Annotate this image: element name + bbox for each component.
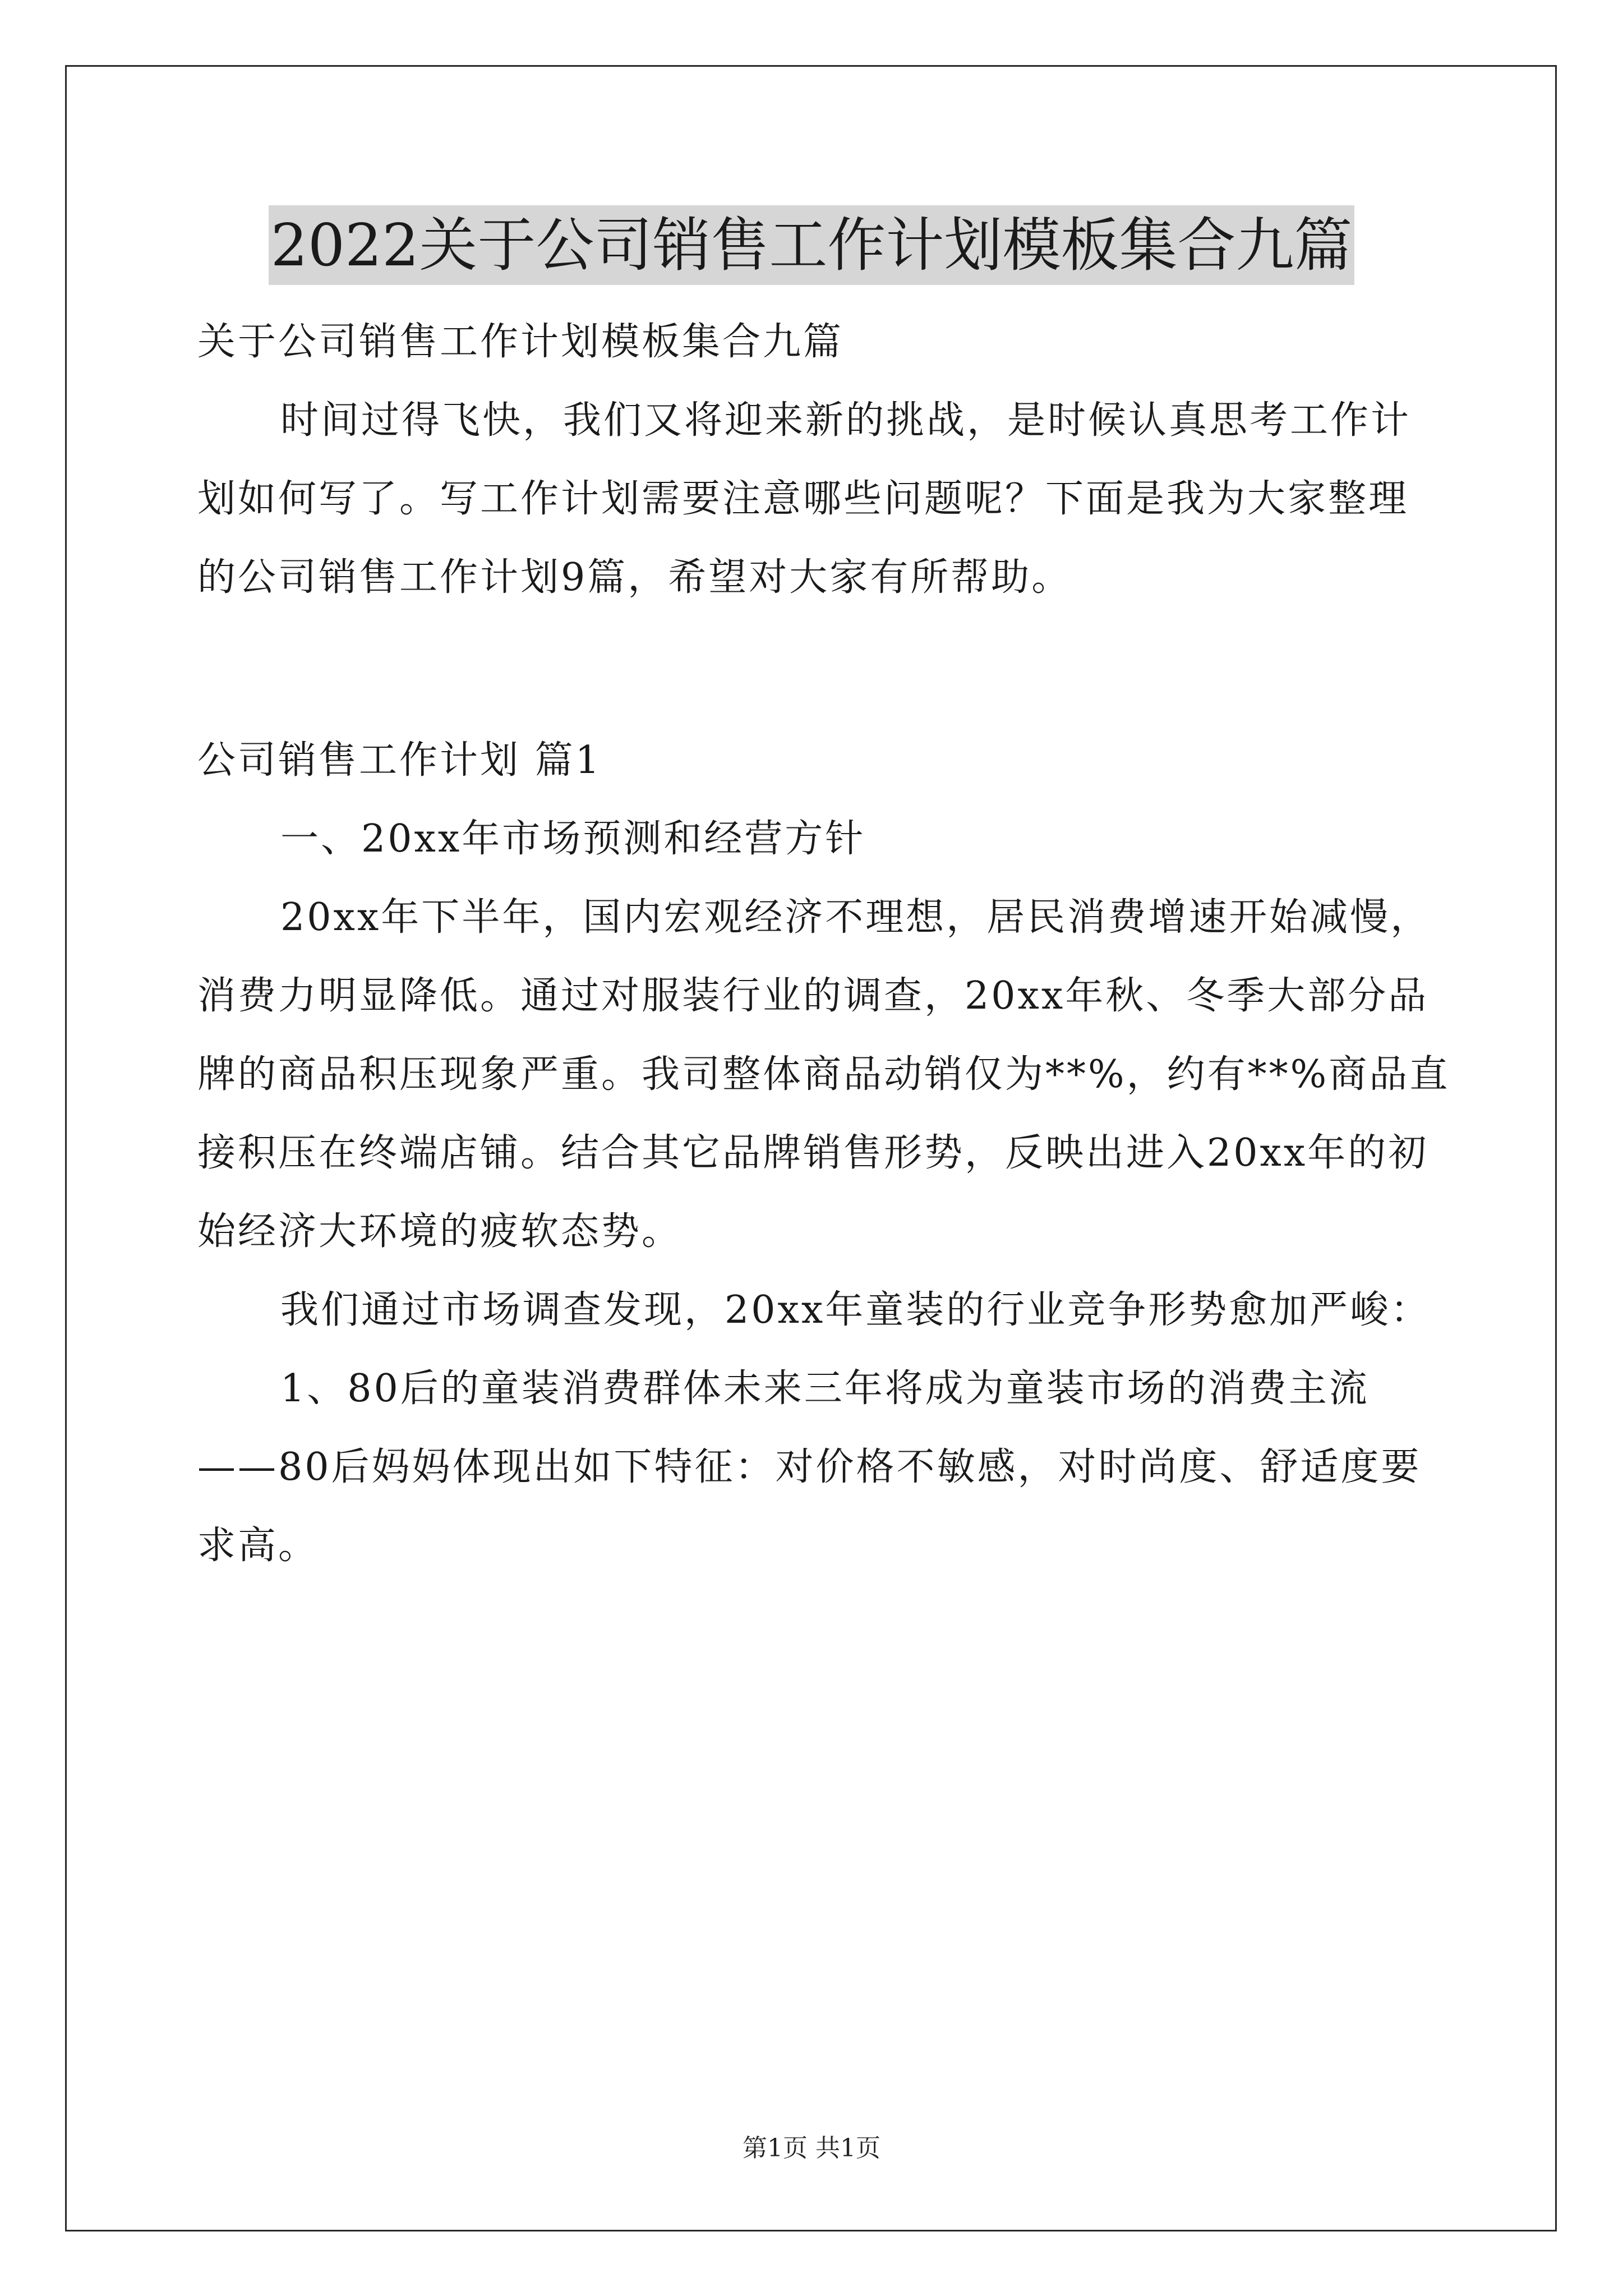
document-title: 2022关于公司销售工作计划模板集合九篇 (269, 205, 1355, 285)
page-footer: 第1页 共1页 (743, 2134, 880, 2162)
paragraph-line: 求高。 (197, 1524, 319, 1568)
subsection-heading: 一、20xx年市场预测和经营方针 (280, 817, 866, 861)
paragraph-line: 1、80后的童装消费群体未来三年将成为童装市场的消费主流 (280, 1366, 1370, 1411)
paragraph-line: 20xx年下半年，国内宏观经济不理想，居民消费增速开始减慢， (280, 895, 1431, 940)
document-body (197, 303, 1450, 1585)
subtitle-line: 关于公司销售工作计划模板集合九篇 (197, 320, 844, 364)
title-container (0, 205, 1623, 285)
paragraph-line: 的公司销售工作计划9篇，希望对大家有所帮助。 (197, 555, 1072, 600)
section-heading: 公司销售工作计划 篇1 (197, 738, 602, 783)
paragraph-line: 我们通过市场调查发现，20xx年童装的行业竞争形势愈加严峻： (280, 1288, 1431, 1332)
paragraph-line: 划如何写了。写工作计划需要注意哪些问题呢？下面是我为大家整理 (197, 477, 1409, 521)
paragraph-line: 始经济大环境的疲软态势。 (197, 1209, 683, 1254)
paragraph-line: 时间过得飞快，我们又将迎来新的挑战，是时候认真思考工作计 (280, 398, 1412, 443)
paragraph-line: ——80后妈妈体现出如下特征：对价格不敏感，对时尚度、舒适度要 (197, 1445, 1422, 1489)
paragraph-line: 接积压在终端店铺。结合其它品牌销售形势，反映出进入20xx年的初 (197, 1131, 1429, 1175)
paragraph-line: 消费力明显降低。通过对服装行业的调查，20xx年秋、冬季大部分品 (197, 974, 1429, 1018)
paragraph-line: 牌的商品积压现象严重。我司整体商品动销仅为**%，约有**%商品直 (197, 1052, 1450, 1097)
